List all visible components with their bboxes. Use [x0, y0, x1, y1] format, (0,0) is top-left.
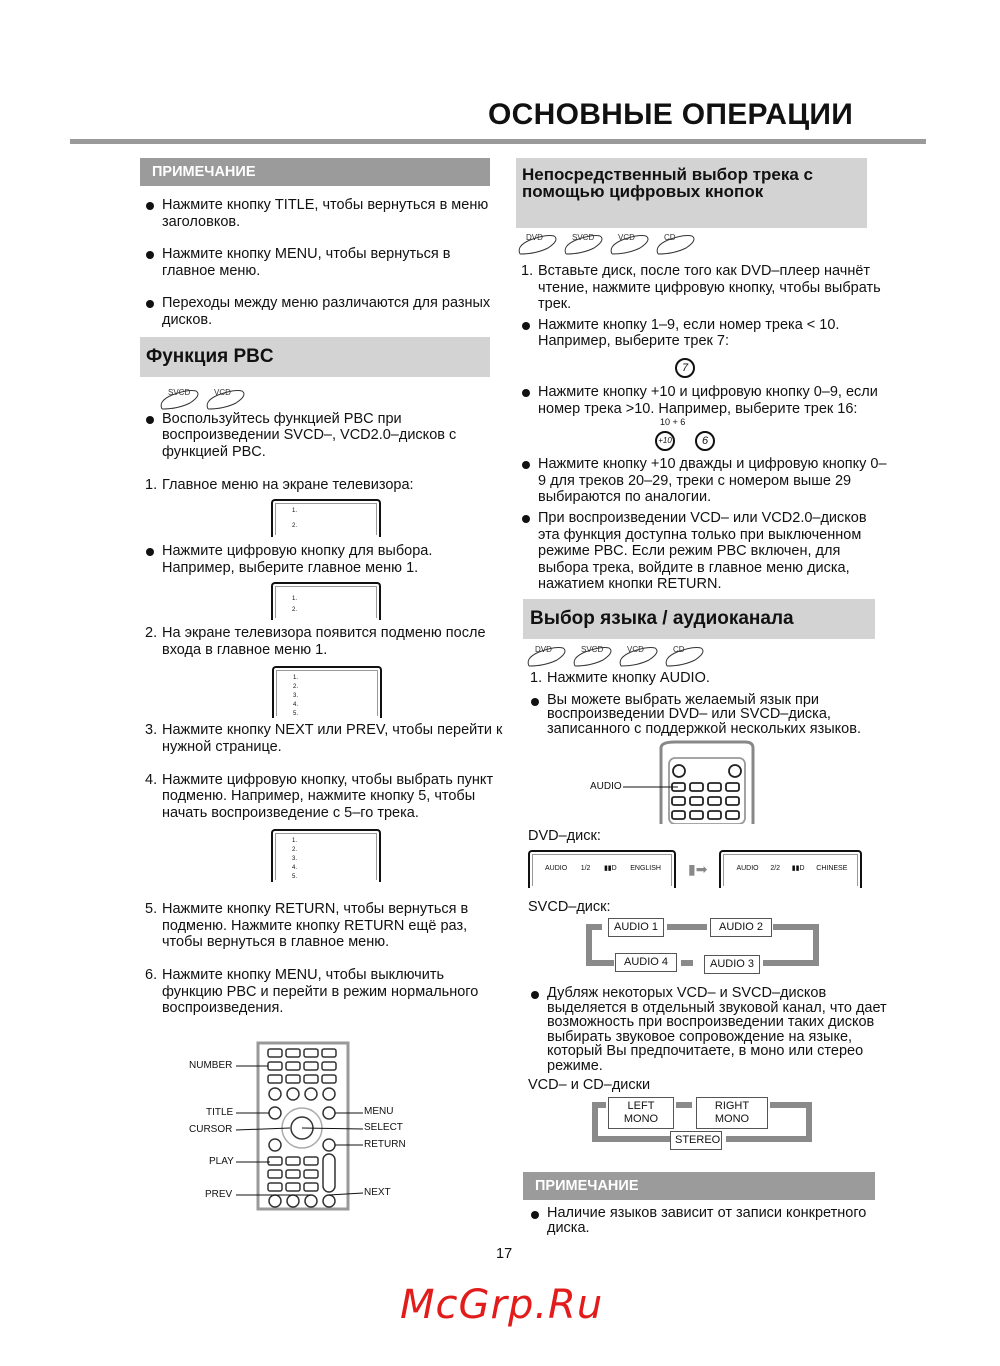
page-title: ОСНОВНЫЕ ОПЕРАЦИИ [488, 98, 854, 131]
label-play: PLAY [209, 1155, 234, 1167]
key-plus10-icon: +10 [655, 431, 675, 451]
audio-4-box: AUDIO 4 [615, 953, 677, 972]
page-number: 17 [496, 1246, 513, 1262]
note-header: ПРИМЕЧАНИЕ [523, 1172, 875, 1200]
disc-icons [158, 387, 505, 411]
direct-select-header: Непосредственный выбор трека с помощью цифровых кнопок [516, 158, 867, 228]
pbc-step-2: 2. На экране телевизора появится подменю после входа в главное меню 1. [145, 625, 486, 658]
disc-icon-svcd: SVCD [158, 387, 202, 411]
tv-main-menu-selected: 1. 2. [271, 582, 381, 620]
audio-bullet-1: Вы можете выбрать желаемый язык при воспроизведении DVD– или SVCD–диска, записанного с поддержкой нескольких языков. [525, 693, 888, 737]
audio-button-label: AUDIO [590, 780, 622, 792]
tv-submenu-2: 1. 2. 3. 4. 5. [271, 829, 381, 882]
label-title: TITLE [206, 1106, 234, 1118]
pbc-step-3: 3. Нажмите кнопку NEXT или PREV, чтобы перейти к нужной странице. [145, 722, 503, 755]
remote-diagram [180, 1041, 420, 1211]
disc-icon-vcd: VCD [204, 387, 248, 411]
note-bullet: Нажмите кнопку MENU, чтобы вернуться в главное меню. [140, 246, 505, 279]
tv-submenu: 1. 2. 3. 4. 5. [272, 666, 382, 718]
audio-header: Выбор языка / аудиоканала [523, 599, 875, 639]
disc-icon-cd: CD [654, 232, 698, 256]
pbc-step-4: 4. Нажмите цифровую кнопку, чтобы выбрать пункт подменю. Например, нажмите кнопку 5, чтобы начать воспроизведение с 5–го трека. [145, 771, 494, 821]
right-column [516, 158, 888, 1236]
direct-step-1: 1. Вставьте диск, после того как DVD–плеер начнёт чтение, нажмите цифровую кнопку, чтобы выбрать трек. [521, 263, 881, 313]
remote-audio-diagram [516, 740, 888, 824]
key-7-icon: 7 [675, 358, 695, 378]
dvd-label: DVD–диск: [528, 827, 601, 844]
svcd-label: SVCD–диск: [528, 899, 611, 916]
dolby-icon: ▮▮D [791, 865, 805, 873]
note-bullet: Нажмите кнопку TITLE, чтобы вернуться в меню заголовков. [140, 197, 505, 230]
tv-main-menu: 1. 2. [271, 499, 381, 537]
label-menu: MENU [364, 1105, 394, 1117]
disc-icon-svcd: SVCD [562, 232, 606, 256]
direct-bullet-4: При воспроизведении VCD– или VCD2.0–дисков эта функция доступна только при выключенном режиме PBC. Если режим PBC включен, для выбора трека, войдите в главное меню диска, нажатием кнопки RETURN. [516, 510, 888, 593]
label-prev: PREV [205, 1188, 233, 1200]
dvd-screens-row [528, 850, 888, 888]
left-mono-box: LEFT MONO [608, 1097, 674, 1129]
note-bullet: Переходы между меню различаются для разных дисков. [140, 295, 505, 328]
audio-bullet-2: Дубляж некоторых VCD– и SVCD–дисков выделяется в отдельный звуковой канал, что дает возможность при воспроизведении таких дисков выбирать звуковое сопровождение на языке, который Вы предпочитаете, в моно или стерео режиме. [525, 986, 888, 1073]
disc-icon-dvd: DVD [525, 644, 569, 668]
arrow-right-icon: ▮➡ [688, 861, 708, 878]
disc-icon-dvd: DVD [516, 232, 560, 256]
note-bullet: Наличие языков зависит от записи конкретного диска. [525, 1206, 888, 1236]
disc-icon-svcd: SVCD [571, 644, 615, 668]
disc-icons [516, 232, 888, 256]
audio-step-1: 1. Нажмите кнопку AUDIO. [530, 669, 710, 686]
audio-1-box: AUDIO 1 [608, 918, 664, 937]
label-number: NUMBER [189, 1059, 233, 1071]
direct-bullet-2: Нажмите кнопку +10 и цифровую кнопку 0–9, если номер трека >10. Например, выберите трек 16: [516, 384, 888, 417]
disc-icon-vcd: VCD [608, 232, 652, 256]
svcd-cycle-diagram [585, 916, 825, 974]
dvd-screen-2: AUDIO 2/2 ▮▮D CHINESE [719, 850, 862, 888]
disc-icons [525, 644, 888, 668]
pbc-step-6: 6. Нажмите кнопку MENU, чтобы выключить функцию PBC и перейти в режим нормального воспроизведения. [145, 967, 479, 1017]
label-next: NEXT [364, 1186, 391, 1198]
pbc-step-5: 5. Нажмите кнопку RETURN, чтобы вернуться в подменю. Нажмите кнопку RETURN ещё раз, чтобы вернуться в главное меню. [145, 901, 469, 951]
label-select: SELECT [364, 1121, 403, 1133]
disc-icon-cd: CD [663, 644, 707, 668]
header-rule [70, 139, 926, 144]
dvd-screen-1: AUDIO 1/2 ▮▮D ENGLISH [528, 850, 676, 888]
stereo-box: STEREO [670, 1131, 722, 1150]
pbc-step-1: 1. Главное меню на экране телевизора: [145, 477, 414, 494]
formula: 10 + 6 [660, 417, 686, 428]
disc-icon-vcd: VCD [617, 644, 661, 668]
left-column [140, 158, 505, 1211]
label-cursor: CURSOR [189, 1123, 233, 1135]
vcd-label: VCD– и CD–диски [528, 1077, 651, 1094]
audio-2-box: AUDIO 2 [710, 918, 772, 937]
note-header: ПРИМЕЧАНИЕ [140, 158, 490, 186]
vcd-cycle-diagram [592, 1096, 817, 1152]
audio-3-box: AUDIO 3 [704, 955, 760, 974]
right-mono-box: RIGHT MONO [696, 1097, 768, 1129]
direct-bullet-1: Нажмите кнопку 1–9, если номер трека < 10. Например, выберите трек 7: [516, 317, 888, 350]
key-row [655, 431, 888, 451]
watermark: McGrp.Ru [400, 1282, 604, 1328]
dolby-icon: ▮▮D [603, 865, 617, 873]
pbc-intro: Воспользуйтесь функцией PBC при воспроизведении SVCD–, VCD2.0–дисков с функцией PBC. [140, 411, 485, 461]
pbc-bullet-select: Нажмите цифровую кнопку для выбора. Например, выберите главное меню 1. [140, 543, 505, 576]
key-6-icon: 6 [695, 431, 715, 451]
label-return: RETURN [364, 1138, 406, 1150]
direct-bullet-3: Нажмите кнопку +10 дважды и цифровую кнопку 0–9 для треков 20–29, треки с номером выше 29 выбираются по аналогии. [516, 456, 888, 506]
pbc-header: Функция PBC [140, 337, 490, 377]
